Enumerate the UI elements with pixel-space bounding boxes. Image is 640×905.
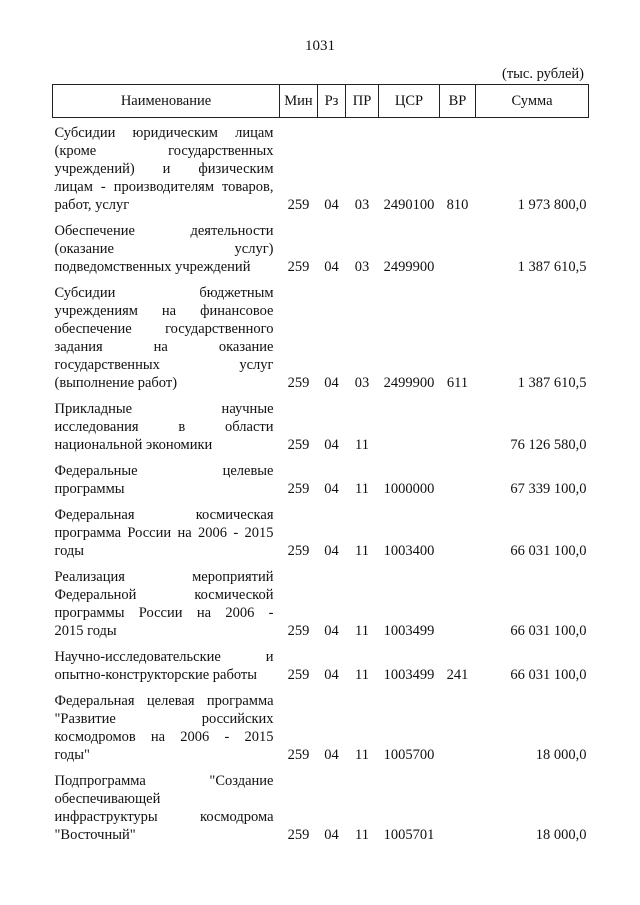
row-name: [53, 214, 280, 276]
row-pr: 11: [355, 667, 369, 683]
budget-table: [52, 84, 589, 844]
table-row: [53, 454, 589, 498]
row-name-line: инфраструктуры космодрома: [54, 809, 274, 825]
row-csr: 1000000: [383, 481, 435, 497]
header-rz: Рз: [318, 85, 346, 118]
row-name-line: Федеральная целевая программа: [54, 693, 274, 709]
header-vr: ВР: [440, 85, 476, 118]
row-pr: 11: [355, 623, 369, 639]
row-vr: 611: [446, 375, 469, 391]
row-vr: [440, 560, 476, 640]
row-name-line: обеспечение государственного: [54, 321, 274, 337]
row-min: 259: [287, 623, 310, 639]
row-name-line: 2015 годы: [54, 623, 117, 639]
row-name: [53, 684, 280, 764]
row-name-line: задания на оказание: [54, 339, 274, 355]
row-name-line: учреждений) и физическим: [54, 161, 274, 177]
row-name: [53, 640, 280, 684]
row-rz: 04: [324, 197, 339, 213]
row-name-line: годы: [54, 543, 85, 559]
row-csr: 1003499: [383, 623, 435, 639]
row-csr: 1005700: [383, 747, 435, 763]
header-csr: ЦСР: [379, 85, 440, 118]
row-rz: 04: [324, 747, 339, 763]
table-row: [53, 214, 589, 276]
row-vr: 241: [446, 667, 469, 683]
row-name-line: учреждениям на финансовое: [54, 303, 274, 319]
row-vr: [440, 454, 476, 498]
row-pr: 11: [355, 437, 369, 453]
row-name-line: "Восточный": [54, 827, 136, 843]
row-pr: 03: [354, 259, 370, 275]
row-csr: 1003499: [383, 667, 435, 683]
row-name-line: "Развитие российских: [54, 711, 274, 727]
page-number: 1031: [305, 38, 335, 54]
row-sum: 66 031 100,0: [510, 543, 587, 559]
row-vr: 810: [446, 197, 469, 213]
row-pr: 11: [355, 827, 369, 843]
row-rz: 04: [324, 543, 339, 559]
row-pr: 03: [354, 197, 370, 213]
row-name-line: Субсидии бюджетным: [54, 285, 274, 301]
row-name-line: программы России на 2006 -: [54, 605, 274, 621]
row-vr: [440, 684, 476, 764]
row-rz: 04: [324, 259, 339, 275]
table-row: [53, 498, 589, 560]
header-name: Наименование: [53, 85, 280, 118]
row-name-line: Научно-исследовательские и: [54, 649, 274, 665]
row-vr: [440, 392, 476, 454]
row-sum: 76 126 580,0: [510, 437, 587, 453]
row-min: 259: [287, 481, 310, 497]
row-name-line: государственных услуг: [54, 357, 274, 373]
row-min: 259: [287, 375, 310, 391]
row-name-line: национальной экономики: [54, 437, 213, 453]
table-row: [53, 392, 589, 454]
row-name: [53, 392, 280, 454]
row-name-line: подведомственных учреждений: [54, 259, 251, 275]
row-rz: 04: [324, 827, 339, 843]
header-pr: ПР: [346, 85, 379, 118]
row-min: 259: [287, 827, 310, 843]
row-name-line: Прикладные научные: [54, 401, 274, 417]
row-name-line: исследования в области: [54, 419, 274, 435]
row-csr: 1003400: [383, 543, 435, 559]
row-sum: 66 031 100,0: [510, 667, 587, 683]
row-pr: 11: [355, 543, 369, 559]
row-sum: 66 031 100,0: [510, 623, 587, 639]
row-name-line: обеспечивающей: [54, 791, 161, 807]
row-name-line: работ, услуг: [54, 197, 130, 213]
row-sum: 18 000,0: [535, 827, 587, 843]
row-name-line: программа России на 2006 - 2015: [54, 525, 274, 541]
table-body: [53, 118, 589, 845]
row-sum: 1 973 800,0: [517, 197, 587, 213]
table-row: [53, 640, 589, 684]
row-pr: 11: [355, 747, 369, 763]
row-name-line: годы": [54, 747, 90, 763]
row-min: 259: [287, 667, 310, 683]
row-csr: 1005701: [383, 827, 435, 843]
row-name: [53, 276, 280, 392]
row-csr: [379, 392, 440, 454]
row-csr: 2499900: [383, 375, 435, 391]
row-name: [53, 560, 280, 640]
row-vr: [440, 764, 476, 844]
table-row: [53, 684, 589, 764]
row-name: [53, 454, 280, 498]
row-pr: 03: [354, 375, 370, 391]
row-name-line: Обеспечение деятельности: [54, 223, 274, 239]
row-name-line: Субсидии юридическим лицам: [54, 125, 274, 141]
row-name-line: (кроме государственных: [54, 143, 274, 159]
row-sum: 1 387 610,5: [517, 259, 587, 275]
row-pr: 11: [355, 481, 369, 497]
row-vr: [440, 214, 476, 276]
row-name: [53, 498, 280, 560]
row-rz: 04: [324, 375, 339, 391]
row-name-line: Федеральные целевые: [54, 463, 274, 479]
row-rz: 04: [324, 623, 339, 639]
row-name-line: (оказание услуг): [54, 241, 274, 257]
row-name: [53, 118, 280, 215]
table-header: [53, 85, 589, 118]
row-name-line: Реализация мероприятий: [54, 569, 274, 585]
row-csr: 2490100: [383, 197, 435, 213]
row-min: 259: [287, 197, 310, 213]
row-min: 259: [287, 259, 310, 275]
row-min: 259: [287, 543, 310, 559]
header-min: Мин: [280, 85, 318, 118]
table-row: [53, 276, 589, 392]
table-row: [53, 118, 589, 215]
table-row: [53, 560, 589, 640]
row-name-line: Подпрограмма "Создание: [54, 773, 274, 789]
header-sum: Сумма: [476, 85, 589, 118]
row-name: [53, 764, 280, 844]
row-name-line: программы: [54, 481, 125, 497]
row-name-line: (выполнение работ): [54, 375, 178, 391]
row-name-line: Федеральная космическая: [54, 507, 274, 523]
units-label: (тыс. рублей): [502, 66, 584, 82]
row-name-line: опытно-конструкторские работы: [54, 667, 258, 683]
table-row: [53, 764, 589, 844]
row-sum: 18 000,0: [535, 747, 587, 763]
row-name-line: Федеральной космической: [54, 587, 274, 603]
row-csr: 2499900: [383, 259, 435, 275]
row-rz: 04: [324, 481, 339, 497]
row-sum: 67 339 100,0: [510, 481, 587, 497]
row-vr: [440, 498, 476, 560]
row-name-line: космодромов на 2006 - 2015: [54, 729, 274, 745]
row-min: 259: [287, 747, 310, 763]
row-rz: 04: [324, 437, 339, 453]
row-name-line: лицам - производителям товаров,: [54, 179, 274, 195]
row-rz: 04: [324, 667, 339, 683]
row-sum: 1 387 610,5: [517, 375, 587, 391]
row-min: 259: [287, 437, 310, 453]
